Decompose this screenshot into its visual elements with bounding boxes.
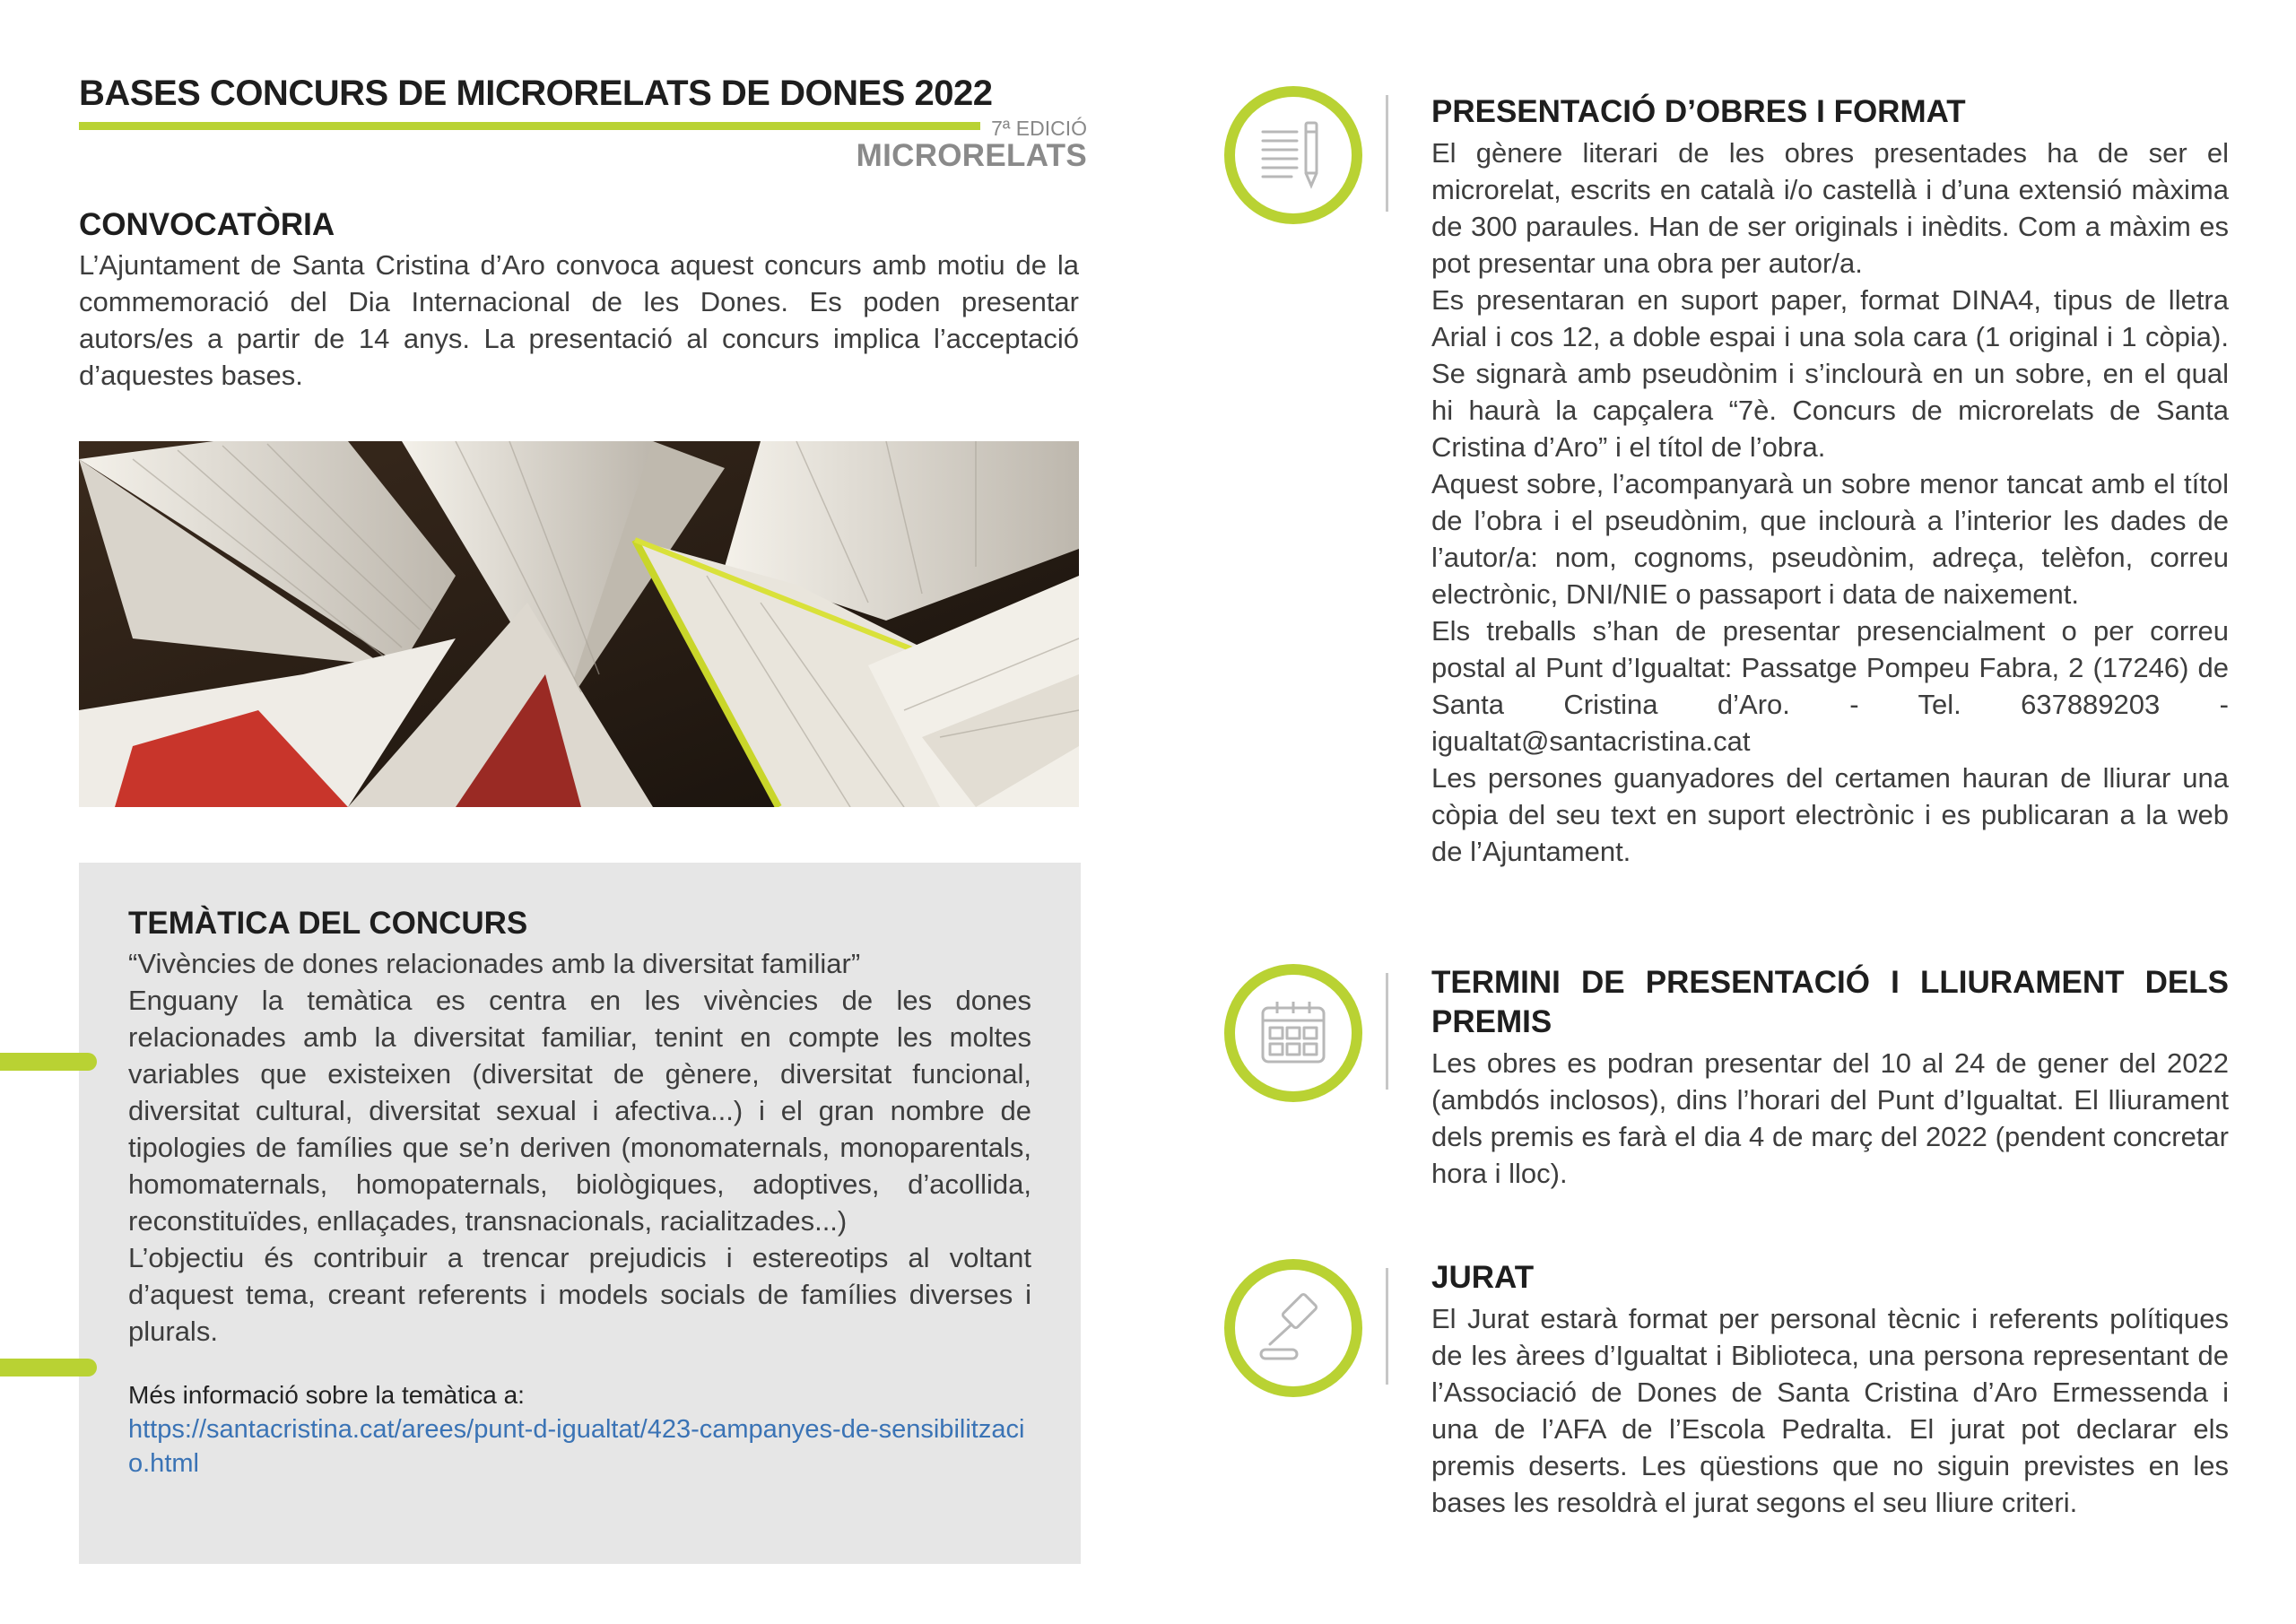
calendar-icon bbox=[1257, 997, 1329, 1069]
books-photo bbox=[79, 441, 1079, 807]
presentacio-paragraph-1: El gènere literari de les obres presentades ha de ser el microrelat, escrits en català i/o castellà i d’una extensió màxima de 300 paraules. Han de ser originals i inèdits. Com a màxim es pot presentar una obra per autor/a. bbox=[1431, 137, 2229, 279]
presentacio-heading: PRESENTACIÓ D’OBRES I FORMAT bbox=[1431, 94, 1966, 129]
termini-icon-ring bbox=[1224, 964, 1362, 1102]
termini-text: Les obres es podran presentar del 10 al 24 de gener del 2022 (ambdós inclosos), dins l’horari del Punt d’Igualtat. El lliurament dels premis es farà el dia 4 de març del 2022 (pendent concretar hora i lloc). bbox=[1431, 1047, 2229, 1189]
tematica-heading: TEMÀTICA DEL CONCURS bbox=[128, 906, 528, 941]
tematica-objective: L’objectiu és contribuir a trencar prejudicis i estereotips al voltant d’aquest tema, creant referents i models socials de famílies diverses i plurals. bbox=[128, 1242, 1031, 1347]
jurat-text: El Jurat estarà format per personal tècnic i referents polítiques de les àrees d’Igualtat i Biblioteca, una persona representant de l’Associació de Dones de Santa Cristina d’Aro Ermessenda i una de l’AFA de l’Escola Pedralta. El jurat pot declarar els premis deserts. Les qüestions que no siguin previstes en les bases les resoldrà el jurat segons el seu lliure criteri. bbox=[1431, 1303, 2229, 1518]
termini-section bbox=[1431, 963, 2229, 1192]
page-title: BASES CONCURS DE MICRORELATS DE DONES 2022 bbox=[79, 74, 993, 113]
tematica-link[interactable]: https://santacristina.cat/arees/punt-d-igualtat/423-campanyes-de-sensibilitzacio.html bbox=[128, 1415, 1025, 1478]
accent-dash-upper bbox=[0, 1053, 97, 1071]
convocatoria-heading: CONVOCATÒRIA bbox=[79, 207, 335, 242]
jurat-icon-ring bbox=[1224, 1259, 1362, 1397]
gavel-icon bbox=[1257, 1292, 1329, 1364]
more-info-label: Més informació sobre la temàtica a: bbox=[128, 1381, 525, 1409]
presentacio-section bbox=[1431, 92, 2229, 870]
presentacio-paragraph-4: Els treballs s’han de presentar presencialment o per correu postal al Punt d’Igualtat: Passatge Pompeu Fabra, 2 (17246) de Santa Cristina d’Aro. - Tel. 637889203 - igualtat@santacristina.cat bbox=[1431, 615, 2229, 757]
presentacio-divider bbox=[1386, 95, 1388, 212]
convocatoria-section bbox=[79, 205, 1079, 394]
termini-divider bbox=[1386, 973, 1388, 1090]
convocatoria-text: L’Ajuntament de Santa Cristina d’Aro convoca aquest concurs amb motiu de la commemoració del Dia Internacional de les Dones. Es poden presentar autors/es a partir de 14 anys. La presentació al concurs implica l’acceptació d’aquestes bases. bbox=[79, 249, 1079, 391]
tematica-quote: “Vivències de dones relacionades amb la diversitat familiar” bbox=[128, 948, 861, 979]
presentacio-paragraph-5: Les persones guanyadores del certamen hauran de lliurar una còpia del seu text en suport electrònic i es publicaran a la web de l’Ajuntament. bbox=[1431, 762, 2229, 867]
brand-label: MICRORELATS bbox=[856, 138, 1087, 173]
jurat-section bbox=[1431, 1258, 2229, 1521]
document-pencil-icon bbox=[1257, 119, 1329, 191]
jurat-heading: JURAT bbox=[1431, 1260, 1535, 1295]
jurat-divider bbox=[1386, 1268, 1388, 1385]
presentacio-paragraph-2: Es presentaran en suport paper, format DINA4, tipus de lletra Arial i cos 12, a doble espai i una sola cara (1 original i 1 còpia). Se signarà amb pseudònim i s’inclourà en un sobre, en el qual hi haurà la capçalera “7è. Concurs de microrelats de Santa Cristina d’Aro” i el títol de l’obra. bbox=[1431, 284, 2229, 463]
presentacio-paragraph-3: Aquest sobre, l’acompanyarà un sobre menor tancat amb el títol de l’obra i el pseudònim, que inclourà a l’interior les dades de l’autor/a: nom, cognoms, pseudònim, adreça, telèfon, correu electrònic, DNI/NIE o passaport i data de naixement. bbox=[1431, 468, 2229, 610]
accent-dash-lower bbox=[0, 1359, 97, 1376]
tematica-section bbox=[128, 904, 1031, 1481]
presentacio-icon-ring bbox=[1224, 86, 1362, 224]
title-underline bbox=[79, 122, 980, 130]
tematica-text: Enguany la temàtica es centra en les vivències de les dones relacionades amb la diversitat familiar, tenint en compte les moltes variables que existeixen (diversitat de gènere, diversitat funcional, diversitat cultural, diversitat sexual i afectiva...) i el gran nombre de tipologies de famílies que se’n deriven (monomaternals, monoparentals, homomaternals, homopaternals, biològiques, adoptives, d’acollida, reconstituïdes, enllaçades, transnacionals, racialitzades...) bbox=[128, 985, 1031, 1237]
open-books-illustration bbox=[79, 441, 1079, 807]
edition-label: 7ª EDICIÓ bbox=[991, 117, 1087, 140]
termini-heading: TERMINI DE PRESENTACIÓ I LLIURAMENT DELS PREMIS bbox=[1431, 965, 2229, 1039]
